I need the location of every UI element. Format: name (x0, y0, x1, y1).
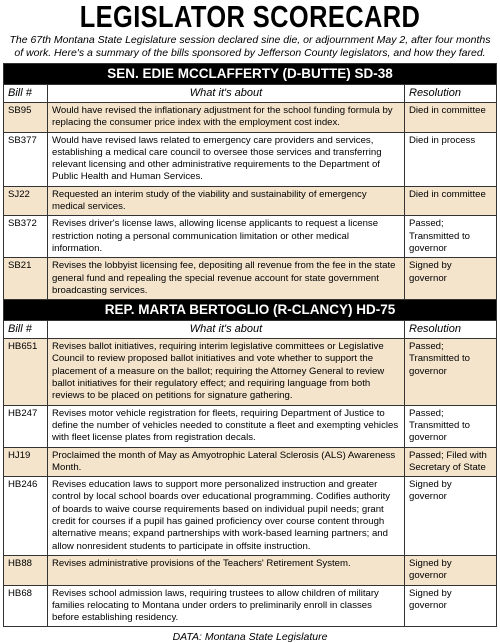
bill-description: Would have revised laws related to emergency care providers and services, establishing a medical care council to oversee those services and transferring relevant licensing and other administrative requirements to the Department of Public Health and Human Services. (48, 132, 405, 186)
scorecard-table (3, 63, 497, 627)
column-header-resolution: Resolution (405, 85, 497, 103)
legislator-header (4, 300, 497, 321)
column-header-about: What it's about (48, 85, 405, 103)
bill-resolution: Passed; Filed with Secretary of State (405, 447, 497, 477)
bill-row (4, 405, 497, 447)
bill-row (4, 216, 497, 258)
bill-description: Revises driver's license laws, allowing license applicants to request a license restriction noting a personal communication limitation or other medical information. (48, 216, 405, 258)
column-header-about: What it's about (48, 321, 405, 339)
bill-resolution: Signed by governor (405, 258, 497, 300)
bill-resolution: Died in committee (405, 186, 497, 216)
bill-row (4, 477, 497, 556)
legislator-name: REP. MARTA BERTOGLIO (R-CLANCY) HD-75 (4, 300, 497, 321)
bill-number: HB651 (4, 339, 48, 405)
legislator-name: SEN. EDIE MCCLAFFERTY (D-BUTTE) SD-38 (4, 64, 497, 85)
bill-number: HJ19 (4, 447, 48, 477)
bill-number: SB21 (4, 258, 48, 300)
column-header-bill: Bill # (4, 321, 48, 339)
bill-description: Requested an interim study of the viability and sustainability of emergency medical services. (48, 186, 405, 216)
bill-row (4, 103, 497, 133)
bill-resolution: Signed by governor (405, 555, 497, 585)
bill-row (4, 258, 497, 300)
bill-number: SB95 (4, 103, 48, 133)
bill-description: Revises the lobbyist licensing fee, depositing all revenue from the fee in the state general fund and repealing the special revenue account for state government broadcasting services. (48, 258, 405, 300)
bill-description: Would have revised the inflationary adjustment for the school funding formula by replacing the consumer price index with the employment cost index. (48, 103, 405, 133)
bill-number: HB68 (4, 585, 48, 627)
bill-description: Revises education laws to support more personalized instruction and greater control by local school boards over educational programming. Codifies authority of boards to waive course requirements based on individual pupil needs; grant credit for courses if a pupil has gained proficiency over course content through alternative means; expand partnerships with work-based learning partners; and allow nonresident students to participate in offsite instruction. (48, 477, 405, 556)
bill-number: SB372 (4, 216, 48, 258)
bill-description: Proclaimed the month of May as Amyotrophic Lateral Sclerosis (ALS) Awareness Month. (48, 447, 405, 477)
column-header-row (4, 321, 497, 339)
bill-number: HB247 (4, 405, 48, 447)
bill-number: HB246 (4, 477, 48, 556)
intro-text: The 67th Montana State Legislature session declared sine die, or adjournment May 2, after four months of work. Here's a summary of the bills sponsored by Jefferson County legislators, and how they fared. (9, 34, 491, 59)
bill-row (4, 339, 497, 405)
bill-resolution: Passed; Transmitted to governor (405, 216, 497, 258)
column-header-row (4, 85, 497, 103)
legislator-header (4, 64, 497, 85)
bill-resolution: Died in process (405, 132, 497, 186)
bill-row (4, 186, 497, 216)
column-header-bill: Bill # (4, 85, 48, 103)
bill-description: Revises administrative provisions of the Teachers' Retirement System. (48, 555, 405, 585)
page-title: LEGISLATOR SCORECARD (79, 0, 421, 34)
bill-resolution: Passed; Transmitted to governor (405, 339, 497, 405)
bill-description: Revises motor vehicle registration for fleets, requiring Department of Justice to define the number of vehicles needed to constitute a fleet and exempting vehicles with fleet license plates from registration decals. (48, 405, 405, 447)
bill-description: Revises school admission laws, requiring trustees to allow children of military families relocating to Montana under orders to preliminarily enroll in classes before establishing residency. (48, 585, 405, 627)
bill-row (4, 555, 497, 585)
bill-row (4, 585, 497, 627)
bill-row (4, 132, 497, 186)
bill-row (4, 447, 497, 477)
bill-resolution: Died in committee (405, 103, 497, 133)
column-header-resolution: Resolution (405, 321, 497, 339)
bill-resolution: Passed; Transmitted to governor (405, 405, 497, 447)
bill-description: Revises ballot initiatives, requiring interim legislative committees or Legislative Council to review proposed ballot initiatives and vote whether to support the placement of a measure on the ballot; requiring the Attorney General to review ballot initiatives for their regulatory effect; and requiring language from both reviews to be placed on petitions for signature gathering. (48, 339, 405, 405)
bill-number: HB88 (4, 555, 48, 585)
bill-number: SJ22 (4, 186, 48, 216)
bill-number: SB377 (4, 132, 48, 186)
source-note: DATA: Montana State Legislature (172, 631, 328, 643)
bill-resolution: Signed by governor (405, 477, 497, 556)
bill-resolution: Signed by governor (405, 585, 497, 627)
